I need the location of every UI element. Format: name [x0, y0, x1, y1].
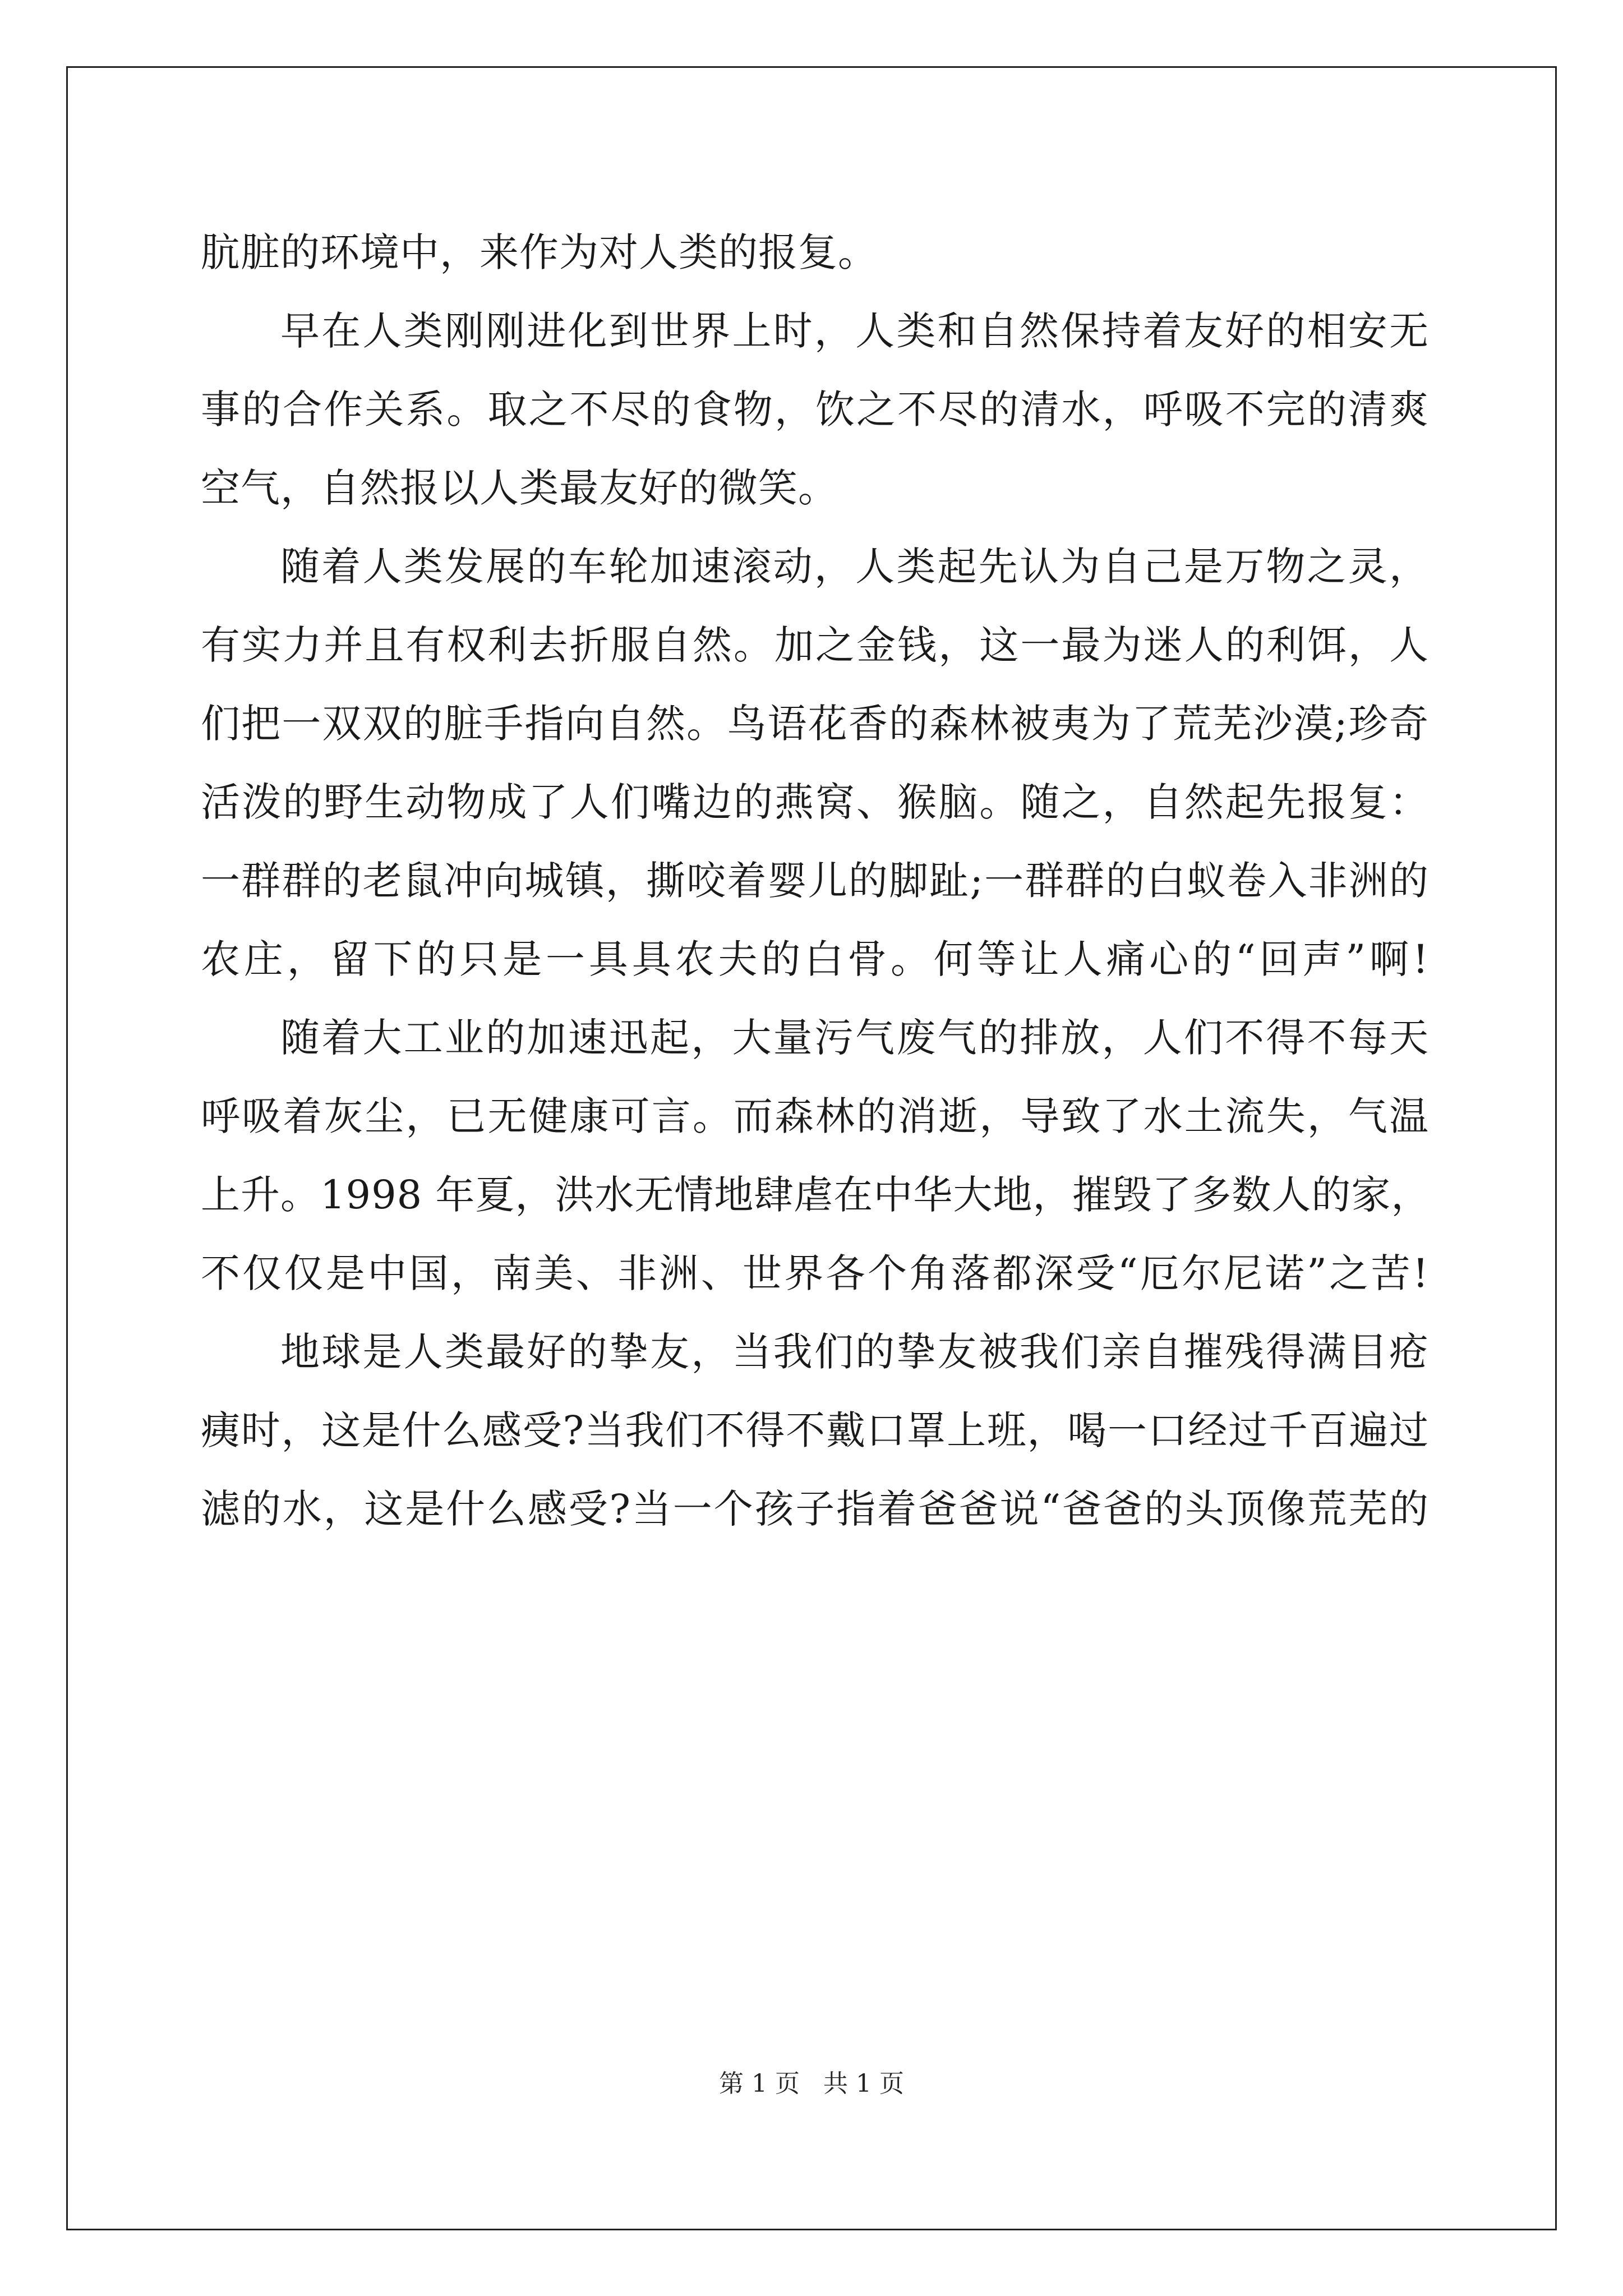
text-line: 一群群的老鼠冲向城镇，撕咬着婴儿的脚趾;一群群的白蚁卷入非洲的 [201, 858, 1429, 904]
text-line: 早在人类刚刚进化到世界上时，人类和自然保持着友好的相安无 [280, 308, 1429, 354]
text-line: 们把一双双的脏手指向自然。鸟语花香的森林被夷为了荒芜沙漠;珍奇 [201, 701, 1429, 747]
text-line: 活泼的野生动物成了人们嘴边的燕窝、猴脑。随之，自然起先报复： [201, 779, 1429, 825]
text-line: 事的合作关系。取之不尽的食物，饮之不尽的清水，呼吸不完的清爽 [201, 386, 1429, 432]
text-line: 肮脏的环境中，来作为对人类的报复。 [201, 229, 878, 275]
document-body [201, 213, 1429, 1548]
text-line: 不仅仅是中国，南美、非洲、世界各个角落都深受“厄尔尼诺”之苦! [201, 1250, 1429, 1296]
text-line: 呼吸着灰尘，已无健康可言。而森林的消逝，导致了水土流失，气温 [201, 1093, 1429, 1139]
page-total: 共 1 页 [823, 2069, 904, 2098]
page-footer [0, 2063, 1623, 2099]
text-line: 滤的水，这是什么感受?当一个孩子指着爸爸说“爸爸的头顶像荒芜的 [201, 1486, 1429, 1532]
text-line: 有实力并且有权利去折服自然。加之金钱，这一最为迷人的利饵，人 [201, 622, 1429, 668]
text-line: 痍时，这是什么感受?当我们不得不戴口罩上班，喝一口经过千百遍过 [201, 1407, 1429, 1453]
text-line: 随着人类发展的车轮加速滚动，人类起先认为自己是万物之灵， [280, 544, 1429, 590]
text-line: 随着大工业的加速迅起，大量污气废气的排放，人们不得不每天 [280, 1015, 1429, 1061]
text-line: 地球是人类最好的挚友，当我们的挚友被我们亲自摧残得满目疮 [280, 1329, 1429, 1375]
text-line: 农庄，留下的只是一具具农夫的白骨。何等让人痛心的“回声”啊! [201, 936, 1429, 982]
text-line: 上升。1998 年夏，洪水无情地肆虐在中华大地，摧毁了多数人的家， [201, 1172, 1431, 1218]
text-line: 空气，自然报以人类最友好的微笑。 [201, 465, 838, 511]
page-number: 第 1 页 [719, 2069, 800, 2098]
